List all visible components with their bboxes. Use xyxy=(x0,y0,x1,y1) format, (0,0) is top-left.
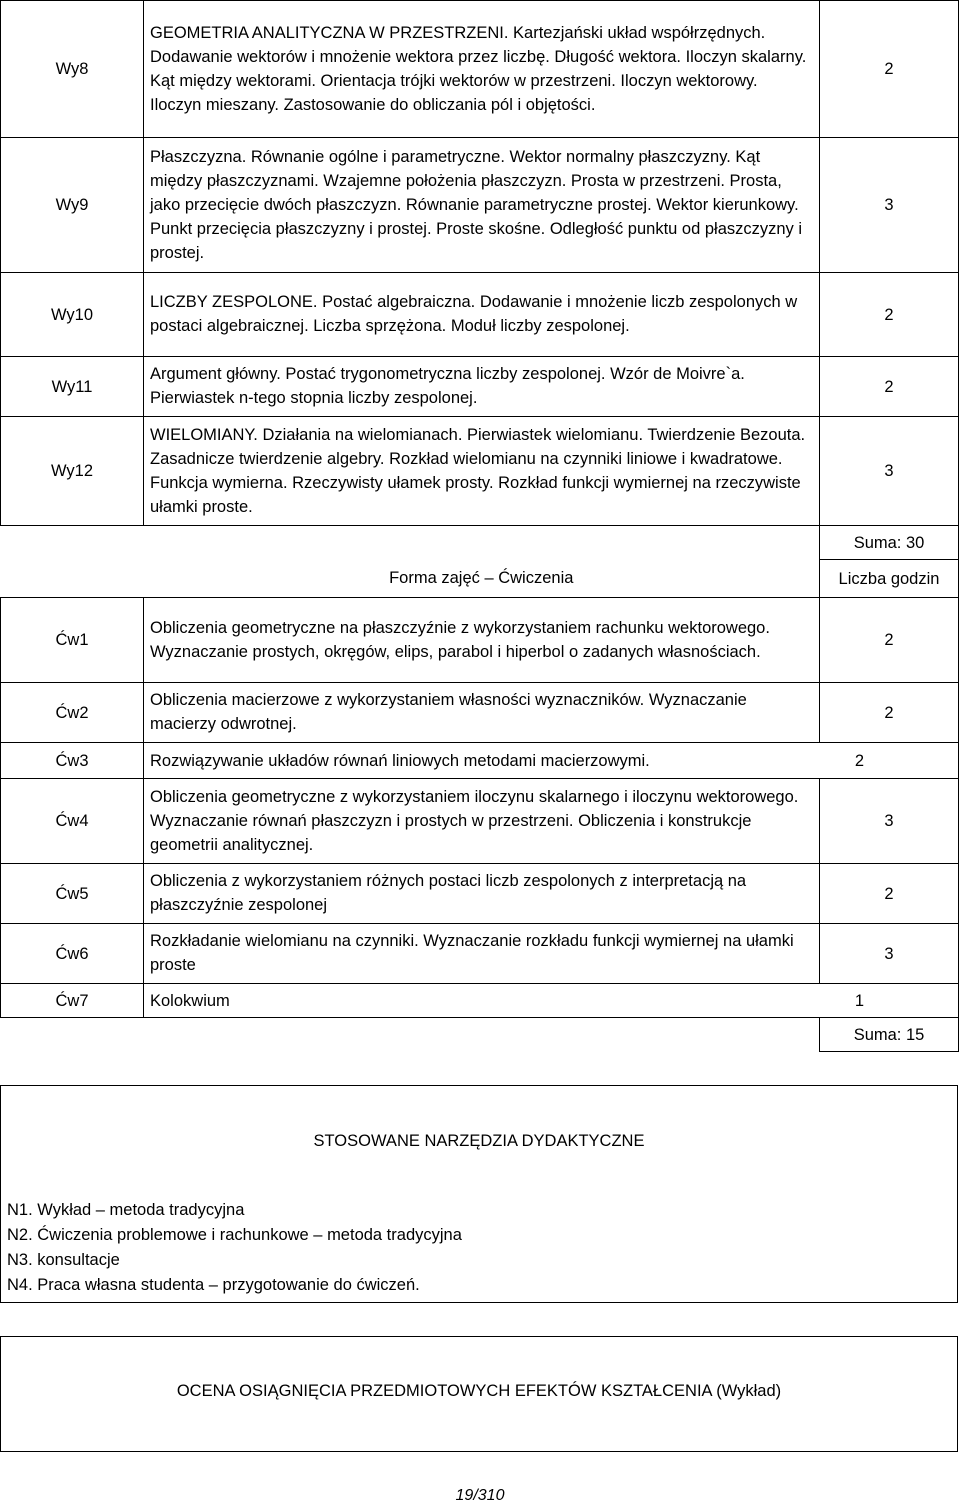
exercise-hours-header: Liczba godzin xyxy=(820,560,959,598)
lecture-hours: 2 xyxy=(820,273,959,357)
exercise-hours: 3 xyxy=(820,779,959,864)
exercise-sum: Suma: 15 xyxy=(820,1018,959,1052)
exercise-code: Ćw1 xyxy=(1,598,144,683)
exercise-hours: 2 xyxy=(820,683,959,743)
exercise-topic: Obliczenia geometryczne na płaszczyźnie z wykorzystaniem rachunku wektorowego. Wyznaczanie prostych, okręgów, elips, parabol i hiperbol o zadanych własnościach. xyxy=(144,598,820,683)
lecture-topic: WIELOMIANY. Działania na wielomianach. Pierwiastek wielomianu. Twierdzenie Bezouta. Zasadnicze twierdzenie algebry. Rozkład wielomianu na czynniki liniowe i kwadratowe. Funkcja wymierna. Rzeczywisty ułamek prosty. Rozkład funkcji wymiernej na rzeczywiste ułamki proste. xyxy=(144,417,820,526)
table-row xyxy=(1,779,959,864)
lecture-code: Wy12 xyxy=(1,417,144,526)
teaching-tools-title: STOSOWANE NARZĘDZIA DYDAKTYCZNE xyxy=(313,1132,645,1150)
table-row xyxy=(1,598,959,683)
exercise-table xyxy=(0,559,959,1052)
list-item: N1. Wykład – metoda tradycyjna xyxy=(7,1201,245,1219)
lecture-code: Wy10 xyxy=(1,273,144,357)
exercise-topic: Obliczenia z wykorzystaniem różnych postaci liczb zespolonych z interpretacją na płaszczyźnie zespolonej xyxy=(144,864,820,924)
table-row xyxy=(1,864,959,924)
exercise-hours: 3 xyxy=(820,924,959,984)
teaching-tools-section xyxy=(0,1085,958,1303)
exercise-code: Ćw4 xyxy=(1,779,144,864)
assessment-section xyxy=(0,1336,958,1452)
exercise-form-header: Forma zajęć – Ćwiczenia xyxy=(144,560,820,598)
exercise-code: Ćw5 xyxy=(1,864,144,924)
exercise-topic: Kolokwium xyxy=(150,991,230,1010)
teaching-tools-list xyxy=(7,1198,951,1298)
exercise-hours: 2 xyxy=(820,598,959,683)
list-item: N4. Praca własna studenta – przygotowanie do ćwiczeń. xyxy=(7,1276,420,1294)
lecture-sum: Suma: 30 xyxy=(820,526,959,560)
lecture-topic: LICZBY ZESPOLONE. Postać algebraiczna. Dodawanie i mnożenie liczb zespolonych w postaci algebraicznej. Liczba sprzężona. Moduł liczby zespolonej. xyxy=(144,273,820,357)
lecture-hours: 2 xyxy=(820,1,959,138)
exercise-code: Ćw6 xyxy=(1,924,144,984)
lecture-code: Wy8 xyxy=(1,1,144,138)
table-row xyxy=(1,1,959,138)
exercise-code: Ćw3 xyxy=(1,743,144,779)
page-number: 19/310 xyxy=(455,1487,505,1504)
exercise-hours: 2 xyxy=(854,751,864,770)
table-row xyxy=(1,273,959,357)
table-row xyxy=(1,924,959,984)
lecture-code: Wy9 xyxy=(1,138,144,273)
exercise-hours: 2 xyxy=(820,864,959,924)
sum-row xyxy=(1,1018,959,1052)
exercise-topic: Rozwiązywanie układów równań liniowych metodami macierzowymi. xyxy=(150,751,650,770)
lecture-topic: Argument główny. Postać trygonometryczna liczby zespolonej. Wzór de Moivre`a. Pierwiastek n-tego stopnia liczby zespolonej. xyxy=(144,357,820,417)
lecture-hours: 3 xyxy=(820,138,959,273)
exercise-topic: Obliczenia geometryczne z wykorzystaniem iloczynu skalarnego i iloczynu wektorowego. Wyznaczanie równań płaszczyzn i prostych w przestrzeni. Obliczenia i konstrukcje geometrii analitycznej. xyxy=(144,779,820,864)
exercise-hours: 1 xyxy=(854,991,864,1010)
assessment-title: OCENA OSIĄGNIĘCIA PRZEDMIOTOWYCH EFEKTÓW KSZTAŁCENIA (Wykład) xyxy=(176,1382,782,1400)
table-row xyxy=(1,138,959,273)
lecture-hours: 3 xyxy=(820,417,959,526)
list-item: N3. konsultacje xyxy=(7,1251,120,1269)
table-row xyxy=(1,743,959,779)
exercise-code: Ćw2 xyxy=(1,683,144,743)
list-item: N2. Ćwiczenia problemowe i rachunkowe – metoda tradycyjna xyxy=(7,1226,462,1244)
lecture-topic: GEOMETRIA ANALITYCZNA W PRZESTRZENI. Kartezjański układ współrzędnych. Dodawanie wektorów i mnożenie wektora przez liczbę. Długość wektora. Iloczyn skalarny. Kąt między wektorami. Orientacja trójki wektorów w przestrzeni. Iloczyn wektorowy. Iloczyn mieszany. Zastosowanie do obliczania pól i objętości. xyxy=(144,1,820,138)
lecture-topic: Płaszczyzna. Równanie ogólne i parametryczne. Wektor normalny płaszczyzny. Kąt między płaszczyznami. Wzajemne położenia płaszczyzn. Prosta w przestrzeni. Prosta, jako przecięcie dwóch płaszczyzn. Równanie parametryczne prostej. Wektor kierunkowy. Punkt przecięcia płaszczyzny i prostej. Proste skośne. Odległość punktu od płaszczyzny i prostej. xyxy=(144,138,820,273)
exercise-topic: Rozkładanie wielomianu na czynniki. Wyznaczanie rozkładu funkcji wymiernej na ułamki proste xyxy=(144,924,820,984)
table-row xyxy=(1,357,959,417)
exercise-topic: Obliczenia macierzowe z wykorzystaniem własności wyznaczników. Wyznaczanie macierzy odwrotnej. xyxy=(144,683,820,743)
table-row xyxy=(1,417,959,526)
table-row xyxy=(1,683,959,743)
lecture-hours: 2 xyxy=(820,357,959,417)
lecture-code: Wy11 xyxy=(1,357,144,417)
lecture-table xyxy=(0,0,959,560)
sum-row xyxy=(1,526,959,560)
exercise-code: Ćw7 xyxy=(1,984,144,1018)
table-row xyxy=(1,984,959,1018)
exercise-header-row xyxy=(1,560,959,598)
